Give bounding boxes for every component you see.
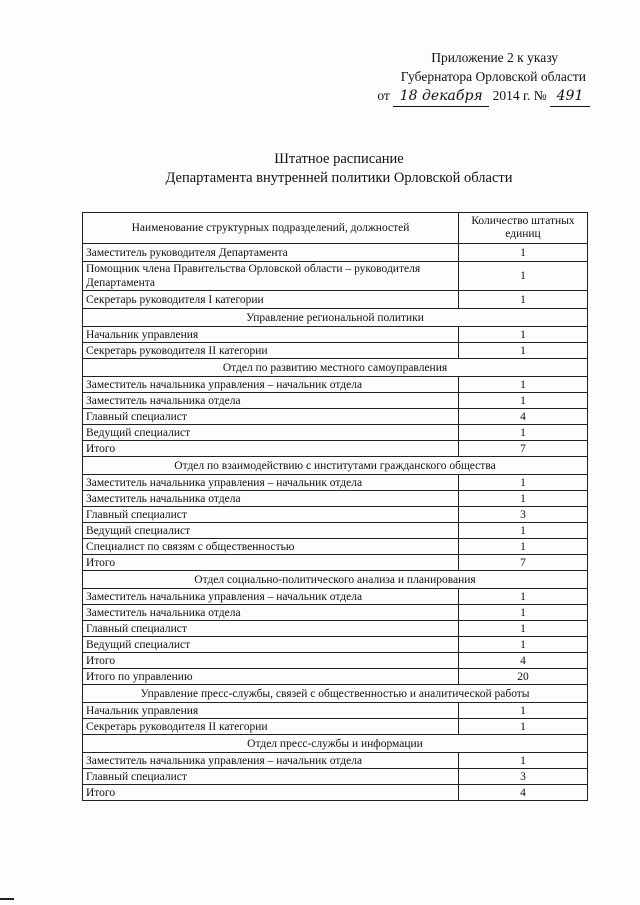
staff-count: 1: [459, 539, 588, 555]
table-row: [83, 441, 588, 457]
staff-count: 4: [459, 653, 588, 669]
section-header-row: [83, 457, 588, 475]
date-number-line: [330, 86, 590, 107]
section-header-row: [83, 571, 588, 589]
position-name: Итого: [83, 785, 459, 801]
position-name: Заместитель начальника управления – начальник отдела: [83, 589, 459, 605]
staff-count: 4: [459, 409, 588, 425]
table-row: [83, 769, 588, 785]
position-name: Итого: [83, 653, 459, 669]
staff-count: 1: [459, 753, 588, 769]
table-row: [83, 703, 588, 719]
staff-count: 4: [459, 785, 588, 801]
position-name: Начальник управления: [83, 327, 459, 343]
position-name: Заместитель руководителя Департамента: [83, 244, 459, 262]
table-row: [83, 555, 588, 571]
staff-count: 1: [459, 425, 588, 441]
staff-count: 7: [459, 441, 588, 457]
position-name: Главный специалист: [83, 769, 459, 785]
table-row: [83, 539, 588, 555]
table-row: [83, 377, 588, 393]
column-header-name: Наименование структурных подразделений, должностей: [83, 213, 459, 244]
position-name: Помощник члена Правительства Орловской области – руководителя Департамента: [83, 262, 459, 291]
table-row: [83, 262, 588, 291]
table-row: [83, 393, 588, 409]
staff-count: 1: [459, 621, 588, 637]
position-name: Итого: [83, 441, 459, 457]
appendix-line: Приложение 2 к указу: [431, 50, 558, 65]
section-title: Отдел по развитию местного самоуправления: [83, 359, 588, 377]
document-title: [0, 150, 640, 188]
position-name: Главный специалист: [83, 507, 459, 523]
table-row: [83, 291, 588, 309]
table-row: [83, 589, 588, 605]
section-title: Отдел пресс-службы и информации: [83, 735, 588, 753]
handwritten-date: 18 декабря: [393, 87, 489, 107]
staff-count: 3: [459, 507, 588, 523]
document-header: [330, 48, 590, 107]
table-row: [83, 523, 588, 539]
section-title: Управление пресс-службы, связей с общественностью и аналитической работы: [83, 685, 588, 703]
table-row: [83, 669, 588, 685]
title-line-1: Штатное расписание: [274, 151, 404, 167]
section-header-row: [83, 359, 588, 377]
position-name: Заместитель начальника управления – начальник отдела: [83, 753, 459, 769]
table-row: [83, 753, 588, 769]
table-row: [83, 785, 588, 801]
staff-count: 1: [459, 719, 588, 735]
position-name: Заместитель начальника отдела: [83, 491, 459, 507]
section-title: Отдел социально-политического анализа и планирования: [83, 571, 588, 589]
staff-count: 1: [459, 393, 588, 409]
position-name: Заместитель начальника управления – начальник отдела: [83, 377, 459, 393]
staff-count: 1: [459, 491, 588, 507]
staff-count: 20: [459, 669, 588, 685]
handwritten-number: 491: [550, 87, 590, 107]
position-name: Итого по управлению: [83, 669, 459, 685]
table-row: [83, 475, 588, 491]
table-row: [83, 653, 588, 669]
table-row: [83, 719, 588, 735]
margin-mark: [0, 898, 14, 900]
staffing-table: [82, 212, 588, 801]
table-row: [83, 637, 588, 653]
staff-count: 1: [459, 343, 588, 359]
table-row: [83, 507, 588, 523]
position-name: Ведущий специалист: [83, 523, 459, 539]
staff-count: 1: [459, 475, 588, 491]
staff-count: 1: [459, 291, 588, 309]
staff-count: 7: [459, 555, 588, 571]
position-name: Специалист по связям с общественностью: [83, 539, 459, 555]
staff-count: 1: [459, 637, 588, 653]
position-name: Главный специалист: [83, 409, 459, 425]
position-name: Заместитель начальника отдела: [83, 393, 459, 409]
staff-count: 1: [459, 377, 588, 393]
position-name: Заместитель начальника отдела: [83, 605, 459, 621]
title-line-2: Департамента внутренней политики Орловской области: [165, 170, 513, 186]
position-name: Ведущий специалист: [83, 637, 459, 653]
table-body: [83, 244, 588, 801]
position-name: Секретарь руководителя I категории: [83, 291, 459, 309]
staff-count: 1: [459, 605, 588, 621]
year-label: 2014 г. №: [492, 88, 547, 103]
section-header-row: [83, 735, 588, 753]
table-row: [83, 605, 588, 621]
staff-count: 1: [459, 589, 588, 605]
table-row: [83, 425, 588, 441]
staff-count: 1: [459, 244, 588, 262]
section-title: Управление региональной политики: [83, 309, 588, 327]
position-name: Итого: [83, 555, 459, 571]
section-header-row: [83, 685, 588, 703]
table-row: [83, 409, 588, 425]
table-row: [83, 343, 588, 359]
position-name: Секретарь руководителя II категории: [83, 343, 459, 359]
staff-count: 1: [459, 262, 588, 291]
table-row: [83, 621, 588, 637]
from-label: от: [377, 88, 390, 103]
staff-count: 1: [459, 327, 588, 343]
staff-count: 1: [459, 523, 588, 539]
table-row: [83, 244, 588, 262]
issuer-line: Губернатора Орловской области: [400, 69, 586, 84]
section-title: Отдел по взаимодействию с институтами гражданского общества: [83, 457, 588, 475]
section-header-row: [83, 309, 588, 327]
table-row: [83, 327, 588, 343]
table-row: [83, 491, 588, 507]
position-name: Заместитель начальника управления – начальник отдела: [83, 475, 459, 491]
table-header-row: [83, 213, 588, 244]
position-name: Ведущий специалист: [83, 425, 459, 441]
position-name: Начальник управления: [83, 703, 459, 719]
column-header-count: Количество штатных единиц: [459, 213, 588, 244]
position-name: Главный специалист: [83, 621, 459, 637]
staff-count: 1: [459, 703, 588, 719]
staff-count: 3: [459, 769, 588, 785]
position-name: Секретарь руководителя II категории: [83, 719, 459, 735]
